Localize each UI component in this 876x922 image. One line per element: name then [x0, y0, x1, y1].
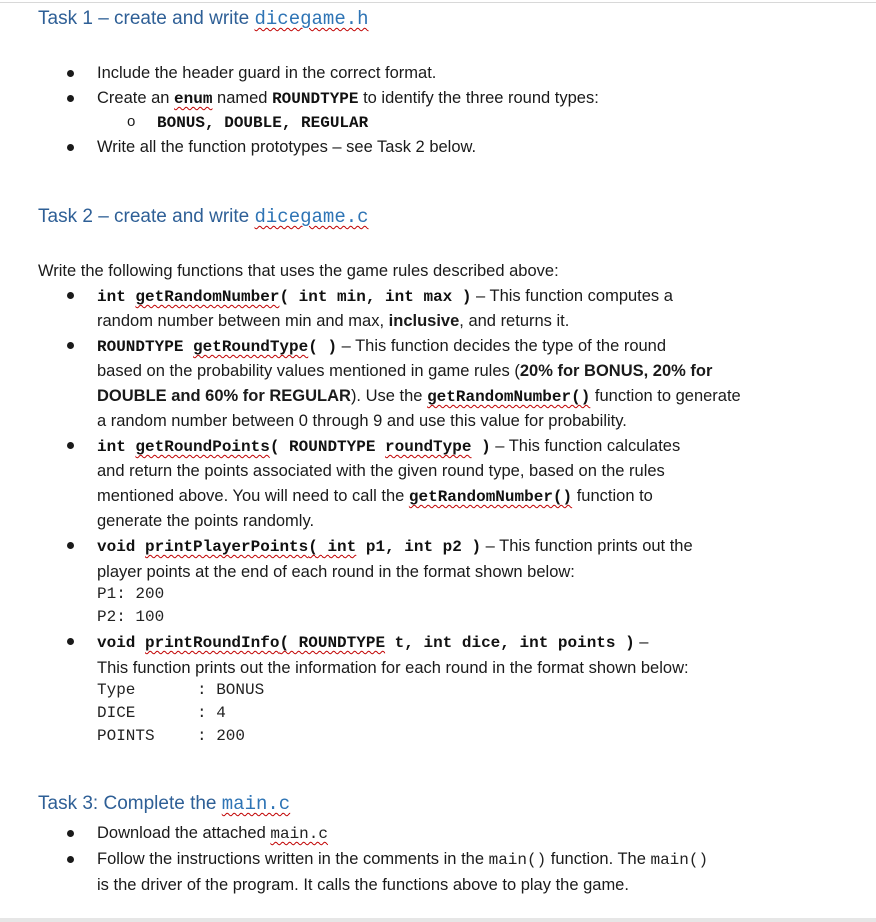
func-getRandomNumber: int getRandomNumber( int min, int max ) – This function computes a — [97, 287, 673, 306]
bullet-icon — [67, 70, 74, 77]
task3-heading — [38, 793, 290, 815]
bullet-icon — [67, 292, 74, 299]
bullet-icon — [67, 542, 74, 549]
example-dice-label: DICE — [97, 704, 136, 722]
example-points-label: POINTS — [97, 727, 155, 745]
task1-bullet-1: Include the header guard in the correct format. — [97, 64, 437, 82]
func-getRoundType: ROUNDTYPE getRoundType( ) – This function decides the type of the round — [97, 337, 667, 356]
example-p1: P1: 200 — [97, 585, 165, 603]
task1-heading — [38, 8, 369, 30]
top-border — [0, 2, 876, 3]
func-printRoundInfo: void printRoundInfo( ROUNDTYPE t, int dice, int points ) – — [97, 633, 649, 652]
task1-bullet-2: Create an enum named ROUNDTYPE to identify the three round types: — [97, 89, 599, 108]
example-p2: P2: 100 — [97, 608, 165, 626]
roundtype-name: ROUNDTYPE — [272, 90, 359, 108]
task1-heading-text: Task 1 – create and write — [38, 8, 255, 29]
bullet-icon — [67, 638, 74, 645]
task3-heading-text: Task 3: Complete the — [38, 793, 222, 814]
sub-bullet-icon: o — [127, 113, 136, 130]
bullet-icon — [67, 95, 74, 102]
task2-heading-text: Task 2 – create and write — [38, 206, 255, 227]
func-getRoundPoints-desc-2: mentioned above. You will need to call the getRandomNumber() function to — [97, 487, 653, 506]
func-getRoundPoints: int getRoundPoints( ROUNDTYPE roundType ) – This function calculates — [97, 437, 681, 456]
func-getRoundType-desc-1: based on the probability values mentioned in game rules (20% for BONUS, 20% for — [97, 362, 713, 380]
func-getRoundType-desc-3: a random number between 0 through 9 and use this value for probability. — [97, 412, 627, 430]
task1-heading-file: dicegame.h — [254, 8, 369, 30]
func-getRandomNumber-desc: random number between min and max, inclusive, and returns it. — [97, 312, 570, 330]
enum-keyword: enum — [174, 90, 213, 108]
task2-intro: Write the following functions that uses the game rules described above: — [38, 262, 559, 280]
bullet-icon — [67, 144, 74, 151]
task3-heading-file: main.c — [221, 793, 291, 815]
bullet-icon — [67, 856, 74, 863]
func-getRoundPoints-desc-1: and return the points associated with the given round type, based on the rules — [97, 462, 665, 480]
func-getRoundPoints-desc-3: generate the points randomly. — [97, 512, 315, 530]
bullet-icon — [67, 442, 74, 449]
bottom-border — [0, 918, 876, 922]
example-type-label: Type — [97, 681, 136, 699]
func-printPlayerPoints-desc: player points at the end of each round in the format shown below: — [97, 563, 575, 581]
func-printPlayerPoints: void printPlayerPoints( int p1, int p2 ) – This function prints out the — [97, 537, 693, 556]
example-points-value: : 200 — [197, 727, 246, 745]
bullet-icon — [67, 342, 74, 349]
example-type-value: : BONUS — [197, 681, 265, 699]
task3-bullet-1: Download the attached main.c — [97, 824, 328, 843]
task2-heading — [38, 206, 369, 228]
func-getRoundType-desc-2: DOUBLE and 60% for REGULAR). Use the getRandomNumber() function to generate — [97, 387, 741, 406]
bullet-icon — [67, 830, 74, 837]
example-dice-value: : 4 — [197, 704, 226, 722]
func-printRoundInfo-desc: This function prints out the information for each round in the format shown below: — [97, 659, 689, 677]
task3-bullet-2-cont: is the driver of the program. It calls the functions above to play the game. — [97, 876, 629, 894]
task1-sub-bullet: BONUS, DOUBLE, REGULAR — [157, 114, 369, 132]
task2-heading-file: dicegame.c — [254, 206, 369, 228]
task3-bullet-2: Follow the instructions written in the comments in the main() function. The main() — [97, 850, 709, 869]
task1-bullet-3: Write all the function prototypes – see Task 2 below. — [97, 138, 477, 156]
